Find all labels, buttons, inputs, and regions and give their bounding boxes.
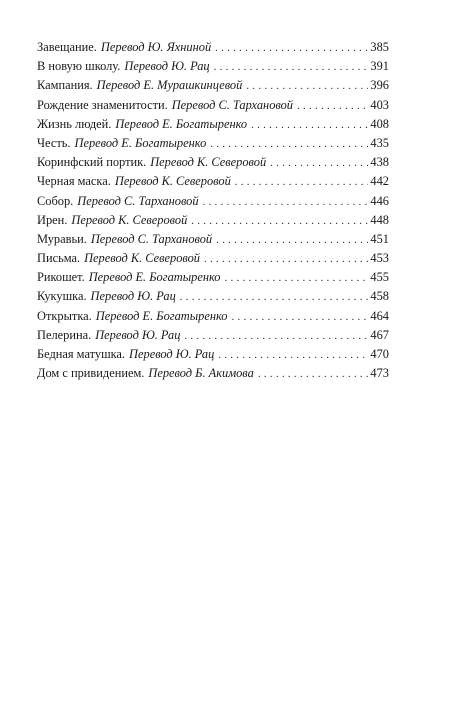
entry-page-number: 403 [370,97,389,112]
entry-title: Жизнь людей. [37,116,112,131]
dot-leader [204,250,368,269]
entry-title: Кукушка. [37,289,87,304]
entry-title: Завещание. [37,40,97,54]
entry-page-number: 473 [370,366,389,381]
entry-page-number: 464 [370,308,389,323]
dot-leader [216,231,368,250]
entry-translator: Перевод Ю. Рац [90,289,176,304]
toc-entry [37,57,389,76]
entry-translator: Перевод Ю. Рац [95,327,181,342]
entry-translator: Перевод Е. Мурашкинцевой [96,78,243,93]
dot-leader [180,288,369,307]
entry-page-number: 396 [370,78,389,93]
dot-leader [270,154,368,173]
entry-page-number: 458 [370,289,389,304]
toc-entry [37,345,389,364]
entry-page-number: 453 [370,251,389,266]
entry-translator: Перевод Б. Акимова [148,366,254,381]
dot-leader [232,308,369,327]
entry-translator: Перевод К. Северовой [71,212,188,227]
entry-translator: Перевод С. Тархановой [77,193,199,208]
toc-entry [37,96,389,115]
entry-page-number: 391 [370,59,389,74]
dot-leader [297,97,368,116]
entry-title: В новую школу. [37,59,121,74]
entry-title: Открытка. [37,308,92,323]
toc-entry [37,38,389,57]
toc-entry [37,76,389,95]
entry-title: Ирен. [37,212,68,227]
entry-title: Письма. [37,251,81,266]
toc-entry [37,287,389,306]
toc-entry [37,268,389,287]
entry-translator: Перевод Ю. Рац [129,347,215,361]
entry-page-number: 438 [370,155,389,170]
dot-leader [218,346,368,365]
toc-entry [37,134,389,153]
toc-entry [37,115,389,134]
entry-translator: Перевод Е. Богатыренко [88,270,221,285]
entry-title: Пелерина. [37,327,92,342]
entry-translator: Перевод Е. Богатыренко [115,116,248,131]
entry-title: Кампания. [37,78,93,93]
entry-page-number: 408 [370,116,389,131]
toc-entry [37,364,389,383]
entry-translator: Перевод С. Тархановой [171,97,293,112]
entry-translator: Перевод Ю. Рац [124,59,210,74]
entry-translator: Перевод С. Тархановой [90,231,213,246]
dot-leader [214,58,369,77]
entry-page-number: 442 [370,174,389,189]
entry-page-number: 470 [370,347,389,361]
dot-leader [191,212,368,231]
entry-page-number: 455 [370,270,389,285]
toc-entry [37,326,389,345]
entry-page-number: 451 [370,231,389,246]
toc-entry [37,192,389,211]
entry-translator: Перевод Е. Богатыренко [74,135,207,150]
entry-title: Бедная матушка. [37,347,126,361]
entry-translator: Перевод К. Северовой [84,251,200,266]
dot-leader [203,193,369,212]
entry-page-number: 448 [370,212,389,227]
dot-leader [215,39,368,58]
dot-leader [184,327,368,346]
entry-title: Дом с привидением. [37,366,145,381]
entry-title: Муравьи. [37,231,87,246]
toc-entry [37,230,389,249]
dot-leader [251,116,368,135]
entry-page-number: 385 [370,40,389,54]
dot-leader [235,173,369,192]
toc-entry [37,211,389,230]
dot-leader [225,269,369,288]
entry-page-number: 435 [370,135,389,150]
entry-title: Честь. [37,135,71,150]
toc-entry [37,307,389,326]
dot-leader [258,365,369,384]
entry-page-number: 446 [370,193,389,208]
toc-entry [37,249,389,268]
entry-translator: Перевод Е. Богатыренко [95,308,228,323]
dot-leader [210,135,368,154]
toc-entry [37,172,389,191]
entry-title: Черная маска. [37,174,111,189]
entry-title: Рождение знаменитости. [37,97,168,112]
entry-translator: Перевод К. Северовой [114,174,231,189]
entry-title: Рикошет. [37,270,85,285]
toc-entry [37,153,389,172]
entry-translator: Перевод Ю. Яхниной [100,40,212,54]
entry-page-number: 467 [370,327,389,342]
entry-translator: Перевод К. Северовой [150,155,267,170]
dot-leader [246,77,368,96]
entry-title: Собор. [37,193,74,208]
table-of-contents [37,38,389,383]
entry-title: Коринфский портик. [37,155,147,170]
